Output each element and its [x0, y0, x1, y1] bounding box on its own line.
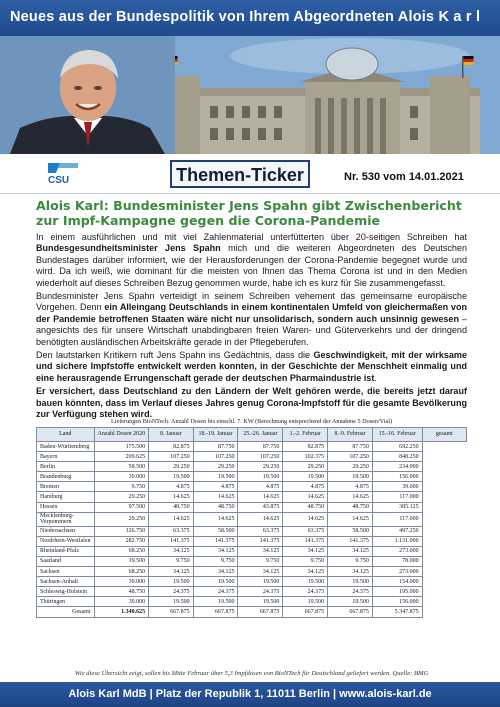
table-total-row: [37, 607, 467, 617]
value-cell: 209.625: [94, 452, 149, 462]
value-cell: 107.250: [328, 452, 373, 462]
value-cell: 4.875: [328, 482, 373, 492]
value-cell: 107.250: [193, 452, 238, 462]
total-value-cell: 667.875: [283, 607, 328, 617]
value-cell: 29.250: [149, 462, 193, 472]
value-cell: 87.750: [328, 442, 373, 452]
state-cell: Brandenburg: [37, 472, 95, 482]
value-cell: 19.500: [193, 597, 238, 607]
value-cell: 34.125: [283, 567, 328, 577]
value-cell: 141.375: [283, 536, 328, 546]
value-cell: 234.000: [372, 462, 422, 472]
table-row: [37, 452, 467, 462]
table-row: [37, 536, 467, 546]
column-header: 8.-9. Februar: [328, 428, 373, 442]
total-value-cell: 667.875: [328, 607, 373, 617]
article: [36, 198, 467, 423]
value-cell: 175.500: [94, 442, 149, 452]
value-cell: 282.750: [94, 536, 149, 546]
value-cell: 63.375: [149, 526, 193, 536]
value-cell: 9.750: [238, 556, 283, 566]
value-cell: 19.500: [193, 472, 238, 482]
value-cell: 141.375: [193, 536, 238, 546]
value-cell: 141.375: [328, 536, 373, 546]
value-cell: 141.375: [149, 536, 193, 546]
total-value-cell: 667.875: [238, 607, 283, 617]
state-cell: Thüringen: [37, 597, 95, 607]
value-cell: 24.375: [283, 587, 328, 597]
value-cell: 4.875: [149, 482, 193, 492]
value-cell: 4.875: [193, 482, 238, 492]
vaccine-delivery-table: [36, 427, 467, 618]
value-cell: 24.375: [238, 587, 283, 597]
column-header: 18.-19. Januar: [193, 428, 238, 442]
value-cell: 19.500: [238, 577, 283, 587]
value-cell: 19.500: [283, 597, 328, 607]
value-cell: 68.250: [94, 546, 149, 556]
value-cell: 14.625: [328, 512, 373, 526]
value-cell: 29.250: [94, 492, 149, 502]
header-bar: [0, 0, 500, 36]
value-cell: 34.125: [283, 546, 328, 556]
value-cell: 9.750: [193, 556, 238, 566]
footer-bar: [0, 682, 500, 707]
column-header: gesamt: [422, 428, 466, 442]
value-cell: 48.750: [149, 502, 193, 512]
value-cell: 29.250: [193, 462, 238, 472]
value-cell: 48.750: [94, 587, 149, 597]
value-cell: 14.625: [193, 512, 238, 526]
paragraph-4: Er versichert, dass Deutschland zu den Ländern der Welt gehören werde, die bereits jetzt darauf bauen könnten, dass im Verlauf dieses Jahres genug Corona-Impfstoff für die gesamte Bevölkerung zur Verfügung stehen wird.: [36, 386, 467, 420]
value-cell: 9.750: [328, 556, 373, 566]
table-row: [37, 526, 467, 536]
value-cell: 34.125: [193, 546, 238, 556]
value-cell: 14.625: [193, 492, 238, 502]
table-row: [37, 462, 467, 472]
value-cell: 34.125: [238, 546, 283, 556]
value-cell: 273.000: [372, 567, 422, 577]
table-caption: Lieferungen BioNTech: Anzahl Dosen bis einschl. 7. KW (Berechnung entsprechend der Annahme 5 Dosen/Vial): [110, 418, 393, 425]
column-header: 8. Januar: [149, 428, 193, 442]
value-cell: 19.500: [283, 577, 328, 587]
value-cell: 19.500: [238, 597, 283, 607]
value-cell: 82.875: [149, 442, 193, 452]
state-cell: Niedersachsen: [37, 526, 95, 536]
value-cell: 39.000: [94, 597, 149, 607]
state-cell: Berlin: [37, 462, 95, 472]
value-cell: 34.125: [238, 567, 283, 577]
column-header: 25.-26. Januar: [238, 428, 283, 442]
total-value-cell: 5.347.875: [372, 607, 422, 617]
value-cell: 97.500: [94, 502, 149, 512]
state-cell: Nordrhein-Westfalen: [37, 536, 95, 546]
value-cell: 48.750: [193, 502, 238, 512]
value-cell: 385.125: [372, 502, 422, 512]
value-cell: 19.500: [94, 556, 149, 566]
value-cell: 87.750: [238, 442, 283, 452]
value-cell: 58.500: [193, 526, 238, 536]
table-row: [37, 512, 467, 526]
value-cell: 497.250: [372, 526, 422, 536]
value-cell: 14.625: [328, 492, 373, 502]
value-cell: 14.625: [149, 512, 193, 526]
issue-number: Nr. 530 vom 14.01.2021: [344, 171, 464, 183]
value-cell: 82.875: [283, 442, 328, 452]
value-cell: 19.500: [149, 597, 193, 607]
value-cell: 29.250: [283, 462, 328, 472]
table-row: [37, 587, 467, 597]
value-cell: 4.875: [238, 482, 283, 492]
value-cell: 195.000: [372, 587, 422, 597]
value-cell: 34.125: [149, 567, 193, 577]
value-cell: 19.500: [149, 577, 193, 587]
value-cell: 68.250: [94, 567, 149, 577]
value-cell: 19.500: [328, 577, 373, 587]
value-cell: 48.750: [283, 502, 328, 512]
value-cell: 273.000: [372, 546, 422, 556]
value-cell: 19.500: [283, 472, 328, 482]
ticker-box: [170, 160, 310, 188]
value-cell: 14.625: [238, 492, 283, 502]
table-row: [37, 492, 467, 502]
value-cell: 848.250: [372, 452, 422, 462]
total-label: Gesamt: [37, 607, 95, 617]
value-cell: 117.000: [372, 512, 422, 526]
footer-text: Alois Karl MdB | Platz der Republik 1, 11011 Berlin | www.alois-karl.de: [68, 688, 432, 700]
value-cell: 102.375: [283, 452, 328, 462]
table-header-row: [37, 428, 467, 442]
paragraph-2: Bundesminister Jens Spahn verteidigt in seinem Schreiben vehement das gemeinsame europäische Vorgehen. Denn ein Alleingang Deutschlands in einem kontinentalen Umfeld von gleichermaßen von der Pandemie betroffenen Staaten wäre nicht nur unsolidarisch, sondern auch unsinnig gewesen – angesichts des für unsere Wirtschaft unabdingbaren freien Waren- und Güterverkehrs und der dringend benötigten ausländischen Arbeitskräfte gerade in der Pflegeberufen.: [36, 291, 468, 347]
value-cell: 141.375: [238, 536, 283, 546]
state-cell: Baden-Württemberg: [37, 442, 95, 452]
table-footnote: Wie diese Übersicht zeigt, sollen bis Mitte Februar über 5,3 Impfdosen von BioNTech für Deutschland geliefert werden. Quelle: BMG: [74, 670, 429, 677]
value-cell: 24.375: [193, 587, 238, 597]
total-value-cell: 667.875: [193, 607, 238, 617]
value-cell: 19.500: [238, 472, 283, 482]
value-cell: 14.625: [149, 492, 193, 502]
value-cell: 1.131.000: [372, 536, 422, 546]
value-cell: 156.000: [372, 472, 422, 482]
value-cell: 9.750: [283, 556, 328, 566]
table-row: [37, 597, 467, 607]
total-value-cell: 667.875: [149, 607, 193, 617]
column-header: 15.-16. Februar: [372, 428, 422, 442]
table-row: [37, 546, 467, 556]
value-cell: 34.125: [328, 567, 373, 577]
value-cell: 43.875: [238, 502, 283, 512]
value-cell: 126.750: [94, 526, 149, 536]
state-cell: Bremen: [37, 482, 95, 492]
value-cell: 63.375: [283, 526, 328, 536]
value-cell: 58.500: [328, 526, 373, 536]
value-cell: 19.500: [328, 472, 373, 482]
csu-logo: [46, 160, 80, 188]
table-row: [37, 442, 467, 452]
value-cell: 39.000: [94, 577, 149, 587]
state-cell: Hamburg: [37, 492, 95, 502]
column-header: Anzahl Dosen 2020: [94, 428, 149, 442]
state-cell: Mecklenburg-Vorpommern: [37, 512, 95, 526]
total-value-cell: 1.340.625: [94, 607, 149, 617]
header-title: Neues aus der Bundespolitik von Ihrem Abgeordneten Alois K a r l: [10, 9, 481, 25]
value-cell: 117.000: [372, 492, 422, 502]
value-cell: 87.750: [193, 442, 238, 452]
value-cell: 39.000: [94, 472, 149, 482]
table-row: [37, 577, 467, 587]
value-cell: 63.375: [238, 526, 283, 536]
value-cell: 34.125: [193, 567, 238, 577]
value-cell: 24.375: [149, 587, 193, 597]
value-cell: 29.250: [328, 462, 373, 472]
table-row: [37, 502, 467, 512]
column-header: 1.-2. Februar: [283, 428, 328, 442]
value-cell: 34.125: [149, 546, 193, 556]
value-cell: 154.000: [372, 577, 422, 587]
state-cell: Hessen: [37, 502, 95, 512]
ticker-row: [0, 154, 500, 194]
value-cell: 14.625: [283, 492, 328, 502]
svg-text:CSU: CSU: [48, 175, 70, 186]
reichstag-image: [130, 36, 500, 154]
table-row: [37, 556, 467, 566]
state-cell: Bayern: [37, 452, 95, 462]
value-cell: 39.000: [372, 482, 422, 492]
value-cell: 34.125: [328, 546, 373, 556]
table-row: [37, 567, 467, 577]
value-cell: 9.750: [94, 482, 149, 492]
state-cell: Sachsen-Anhalt: [37, 577, 95, 587]
paragraph-3: Den lautstarken Kritikern ruft Jens Spahn ins Gedächtnis, dass die Geschwindigkeit, mit der wirksame und sichere Impfstoffe entwickelt werden konnten, in der Geschichte der Menschheit einmalig und eine herausragende Errungenschaft gerade der deutschen Pharmaindustrie ist.: [36, 350, 468, 383]
value-cell: 107.250: [238, 452, 283, 462]
portrait-photo: [0, 36, 175, 154]
value-cell: 24.375: [328, 587, 373, 597]
value-cell: 58.500: [94, 462, 149, 472]
value-cell: 107.250: [149, 452, 193, 462]
state-cell: Rheinland-Pfalz: [37, 546, 95, 556]
value-cell: 78.000: [372, 556, 422, 566]
state-cell: Schleswig-Holstein: [37, 587, 95, 597]
photo-banner: [0, 36, 500, 154]
paragraph-1: In einem ausführlichen und mit viel Zahlenmaterial unterfütterten über 20-seitigen Schreiben hat Bundesgesundheitsminister Jens Spahn mich und die weiteren Abgeordneten des Deutschen Bundestages darüber informiert, wie der Herausforderungen der Corona-Pandemie begegnet wurde und wird. Da ich weiß, wie dominant für die meisten von Ihnen das Thema Corona ist und in den Medien wiederholt auf dieses Schreiben Bezug genommen wurde, habe ich es kurz für Sie zusammengefasst.: [36, 232, 467, 288]
value-cell: 14.625: [283, 512, 328, 526]
ticker-title: Themen-Ticker: [176, 165, 304, 185]
column-header: Land: [37, 428, 95, 442]
value-cell: 4.875: [283, 482, 328, 492]
value-cell: 48.750: [328, 502, 373, 512]
value-cell: 19.500: [328, 597, 373, 607]
value-cell: 19.500: [193, 577, 238, 587]
state-cell: Saarland: [37, 556, 95, 566]
value-cell: 19.500: [149, 472, 193, 482]
value-cell: 156.000: [372, 597, 422, 607]
value-cell: 14.625: [238, 512, 283, 526]
table-row: [37, 472, 467, 482]
value-cell: 692.250: [372, 442, 422, 452]
article-headline: Alois Karl: Bundesminister Jens Spahn gibt Zwischenbericht zur Impf-Kampagne gegen die Corona-Pandemie: [36, 198, 462, 228]
value-cell: 9.750: [149, 556, 193, 566]
table-row: [37, 482, 467, 492]
state-cell: Sachsen: [37, 567, 95, 577]
value-cell: 29.250: [238, 462, 283, 472]
value-cell: 29.250: [94, 512, 149, 526]
